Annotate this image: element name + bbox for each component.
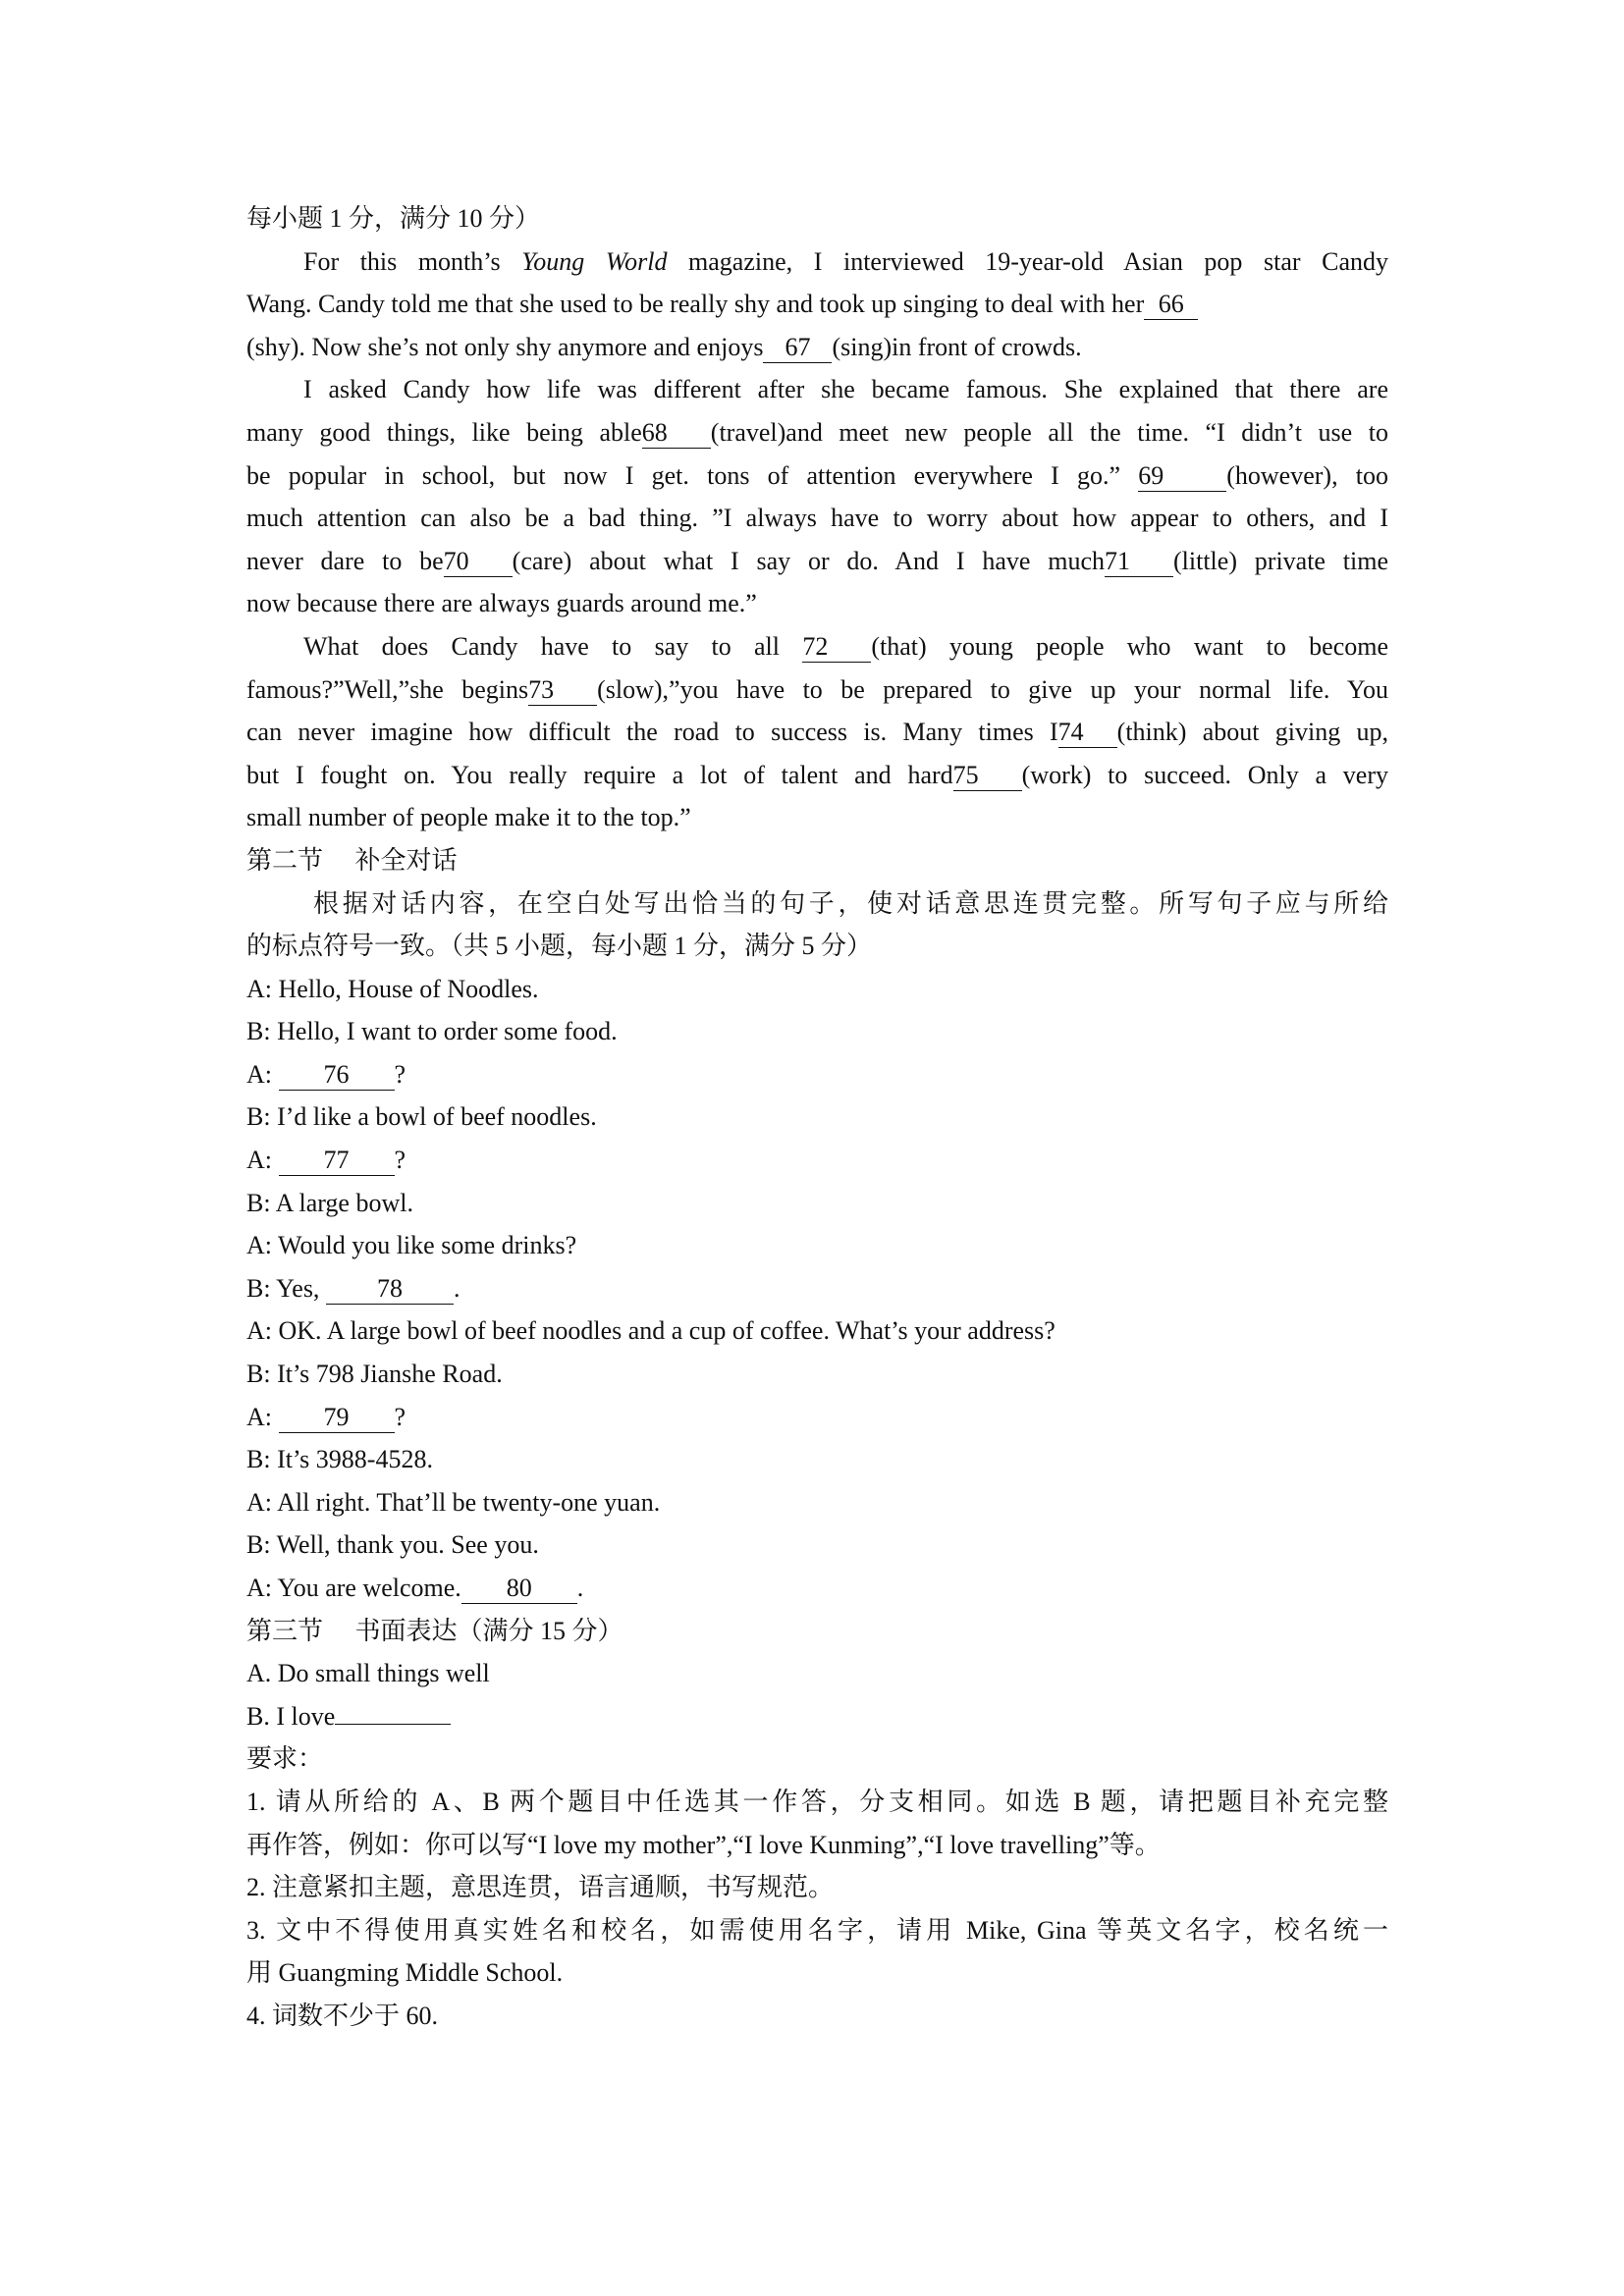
dialogue-line-14: B: Well, thank you. See you. [246, 1530, 539, 1560]
passage-p2-line6: now because there are always guards around me.” [246, 589, 757, 618]
requirement-3-line1: 3. 文中不得使用真实姓名和校名，如需使用名字，请用 Mike, Gina 等英文名字，校名统一 [246, 1915, 1388, 1945]
blank-68[interactable]: 68 [642, 418, 711, 449]
dialogue-line-15: A: You are welcome. 80 . [246, 1574, 584, 1602]
passage-p2-line4: much attention can also be a bad thing. ”I always have to worry about how appear to others, and I [246, 504, 1388, 533]
blank-78[interactable]: 78 [326, 1274, 454, 1305]
blank-75[interactable]: 75 [953, 761, 1022, 791]
blank-72[interactable]: 72 [802, 632, 871, 663]
passage-p3-line4: but I fought on. You really require a lot of talent and hard75 (work) to succeed. Only a very [246, 760, 1388, 789]
requirement-3-line2: 用 Guangming Middle School. [246, 1958, 564, 1988]
document-content [246, 197, 1388, 2038]
dialogue-line-3: A: 76 ? [246, 1059, 406, 1089]
passage-p3-line3: can never imagine how difficult the road to success is. Many times I74 (think) about giving up, [246, 718, 1388, 747]
dialogue-line-12: B: It’s 3988-4528. [246, 1445, 433, 1474]
blank-77[interactable]: 77 [279, 1146, 395, 1176]
dialogue-line-10: B: It’s 798 Jianshe Road. [246, 1360, 503, 1389]
requirement-1-line1: 1. 请从所给的 A、B 两个题目中任选其一作答，分支相同。如选 B 题，请把题目补充完整 [246, 1787, 1388, 1816]
blank-66[interactable]: 66 [1144, 290, 1198, 320]
blank-71[interactable]: 71 [1105, 547, 1173, 577]
magazine-title: Young World [521, 246, 668, 276]
passage-p1-line3: (shy). Now she’s not only shy anymore and enjoys 67 (sing)in front of crowds. [246, 332, 1082, 361]
passage-p3-line2: famous?”Well,”she begins73 (slow),”you have to be prepared to give up your normal life. You [246, 674, 1388, 704]
passage-p2-line3: be popular in school, but now I get. tons of attention everywhere I go.” 69 (however), too [246, 460, 1388, 490]
section3-heading: 第三节 书面表达（满分 15 分） [246, 1616, 623, 1645]
blank-67[interactable]: 67 [763, 333, 832, 363]
topic-b-blank[interactable] [335, 1724, 451, 1725]
blank-80[interactable]: 80 [461, 1574, 577, 1604]
requirement-1-line2: 再作答，例如：你可以写“I love my mother”,“I love Kunming”,“I love travelling”等。 [246, 1830, 1161, 1859]
dialogue-line-4: B: I’d like a bowl of beef noodles. [246, 1102, 597, 1132]
dialogue-line-6: B: A large bowl. [246, 1188, 413, 1217]
passage-p1-line2: Wang. Candy told me that she used to be really shy and took up singing to deal with her 66 [246, 283, 1388, 326]
passage-p3-line5: small number of people make it to the top.” [246, 803, 691, 832]
blank-69[interactable]: 69 [1138, 461, 1226, 492]
dialogue-line-13: A: All right. That’ll be twenty-one yuan. [246, 1487, 661, 1517]
passage-p1-line1: For this month’s Young World magazine, I interviewed 19-year-old Asian pop star Candy [303, 246, 1388, 276]
requirement-2: 2. 注意紧扣主题，意思连贯，语言通顺，书写规范。 [246, 1873, 835, 1902]
requirements-label: 要求： [246, 1744, 324, 1774]
requirement-4: 4. 词数不少于 60. [246, 2001, 439, 2030]
topic-b: B. I love [246, 1695, 1388, 1738]
dialogue-line-7: A: Would you like some drinks? [246, 1231, 577, 1260]
intro-scoring: 每小题 1 分，满分 10 分） [246, 204, 541, 233]
dialogue-line-5: A: 77 ? [246, 1146, 406, 1175]
topic-a: A. Do small things well [246, 1659, 490, 1688]
passage-p2-line1: I asked Candy how life was different after she became famous. She explained that there are [303, 375, 1388, 404]
passage-p2-line2: many good things, like being able68 (travel)and meet new people all the time. “I didn’t use to [246, 417, 1388, 447]
dialogue-line-9: A: OK. A large bowl of beef noodles and a cup of coffee. What’s your address? [246, 1316, 1056, 1346]
dialogue-line-11: A: 79 ? [246, 1402, 406, 1431]
section2-instructions-line1: 根据对话内容，在空白处写出恰当的句子，使对话意思连贯完整。所写句子应与所给 [313, 888, 1388, 918]
passage-p2-line5: never dare to be70 (care) about what I say or do. And I have much71 (little) private time [246, 546, 1388, 575]
blank-76[interactable]: 76 [279, 1060, 395, 1091]
dialogue-line-2: B: Hello, I want to order some food. [246, 1017, 618, 1046]
dialogue-line-8: B: Yes, 78 . [246, 1273, 460, 1303]
section2-heading: 第二节 补全对话 [246, 845, 458, 875]
blank-74[interactable]: 74 [1058, 718, 1117, 748]
dialogue-line-1: A: Hello, House of Noodles. [246, 974, 539, 1003]
blank-73[interactable]: 73 [528, 675, 597, 706]
section2-instructions-line2: 的标点符号一致。（共 5 小题，每小题 1 分，满分 5 分） [246, 932, 873, 961]
blank-70[interactable]: 70 [444, 547, 513, 577]
blank-79[interactable]: 79 [279, 1403, 395, 1433]
passage-p3-line1: What does Candy have to say to all 72 (that) young people who want to become [303, 631, 1389, 661]
